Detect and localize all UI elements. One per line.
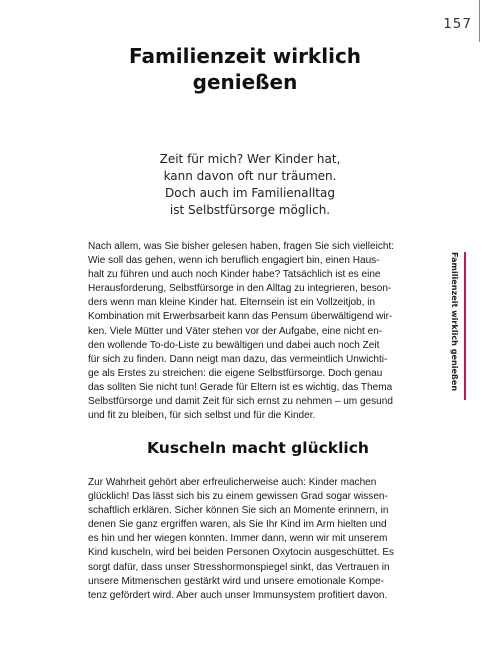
page-number: 157 xyxy=(443,16,472,32)
section-heading: Kuscheln macht glücklich xyxy=(147,439,369,457)
running-head: Familienzeit wirklich genießen xyxy=(450,252,460,392)
section-paragraph: Zur Wahrheit gehört aber erfreulicherweise auch: Kinder machen glücklich! Das lässt sich bis zu einem gewissen Grad sogar wissen- schaftlich erklären. Sicher können Sie sich an Momente erinnern, in denen Sie ganz ergriffen waren, als Sie Ihr Kind im Arm hielten und es hin und her wiegen konnten. Immer dann, wenn wir mit unserem Kind kuscheln, wird bei beiden Personen Oxytocin ausgeschüttet. Es sorgt dafür, dass unser Stresshormonspiegel sinkt, das Vertrauen in unsere Mitmenschen gestärkt wird und unsere emotionale Kompe- tenz gefördert wird. Aber auch unser Immunsystem profitiert davon. xyxy=(88,477,395,601)
running-head-accent-rule xyxy=(464,252,466,400)
intro-paragraph: Nach allem, was Sie bisher gelesen haben, fragen Sie sich vielleicht: Wie soll das gehen, wenn ich beruflich engagiert bin, einen Haus- halt zu führen und auch noch Kinder habe? Tatsächlich ist es eine Herausforderung, Selbstfürsorge in den Alltag zu integrieren, beson- ders wenn man kleine Kinder hat. Elternsein ist ein Vollzeitjob, in Kombination mit Erwerbsarbeit kann das Pensum überwältigend wir- ken. Viele Mütter und Väter stehen vor der Aufgabe, eine nicht en- den wollende To-do-Liste zu bewältigen und dabei auch noch Zeit für sich zu finden. Dann neigt man dazu, das vermeintlich Unwichti- ge als Erstes zu streichen: die eigene Selbstfürsorge. Doch genau das sollten Sie nicht tun! Gerade für Eltern ist es wichtig, das Thema Selbstfürsorge und damit Zeit für sich ernst zu nehmen – um gesund und fit zu bleiben, für sich selbst und für die Kinder. xyxy=(88,241,395,422)
header-divider xyxy=(479,0,480,42)
chapter-subtitle: Zeit für mich? Wer Kinder hat, kann davon oft nur träumen. Doch auch im Familienalltag ist Selbstfürsorge möglich. xyxy=(159,152,341,217)
chapter-title: Familienzeit wirklich genießen xyxy=(128,44,362,94)
